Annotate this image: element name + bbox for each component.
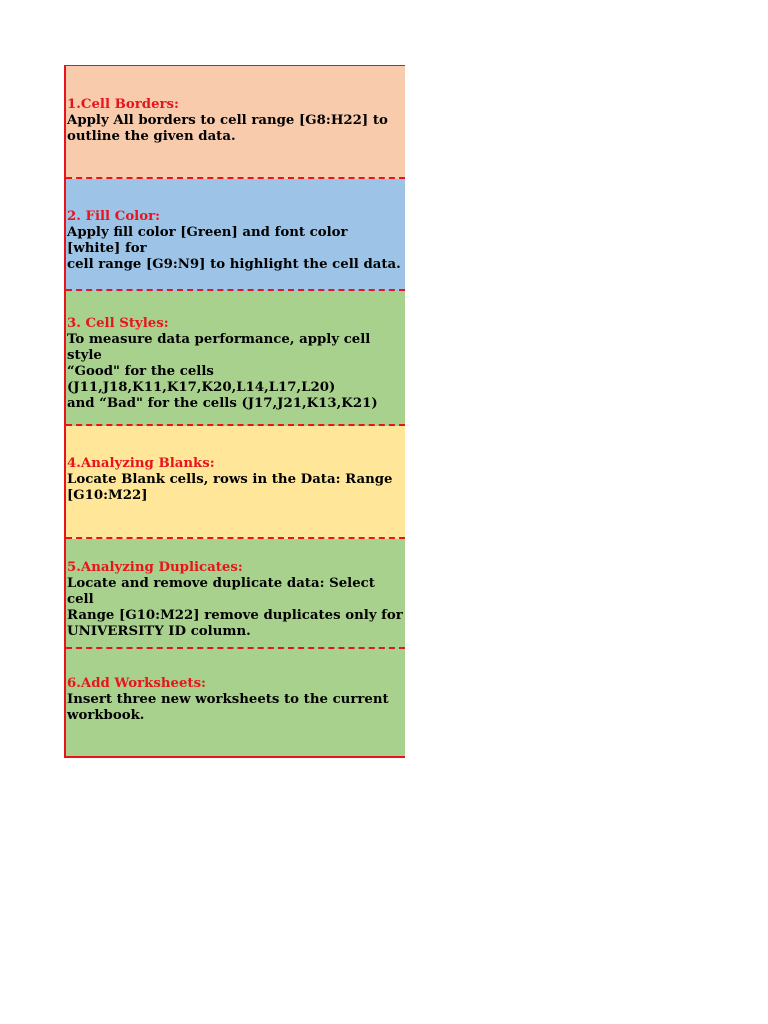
task-title: 1.Cell Borders: — [67, 97, 179, 112]
task-title: 3. Cell Styles: — [67, 316, 169, 331]
task-description: Apply fill color [Green] and font color [white] for cell range [G9:N9] to highlight the cell data. — [67, 225, 401, 272]
task-description: Locate Blank cells, rows in the Data: Range [G10:M22] — [67, 472, 393, 503]
task-title: 6.Add Worksheets: — [67, 676, 206, 691]
task-description: To measure data performance, apply cell style “Good" for the cells (J11,J18,K11,K17,K20,L14,L17,L20) and “Bad" for the cells (J17,J21,K13,K21) — [67, 332, 378, 411]
task-add-worksheets — [66, 649, 405, 756]
task-description: Apply All borders to cell range [G8:H22] to outline the given data. — [67, 113, 388, 144]
task-title: 2. Fill Color: — [67, 209, 161, 224]
task-cell-borders — [66, 66, 405, 179]
task-title: 5.Analyzing Duplicates: — [67, 560, 243, 575]
task-analyzing-duplicates — [66, 539, 405, 649]
task-fill-color — [66, 179, 405, 291]
task-description: Locate and remove duplicate data: Select cell Range [G10:M22] remove duplicates only for UNIVERSITY ID column. — [67, 576, 403, 639]
task-analyzing-blanks — [66, 426, 405, 539]
task-title: 4.Analyzing Blanks: — [67, 456, 215, 471]
task-instructions-panel — [64, 65, 405, 758]
task-cell-styles — [66, 291, 405, 426]
task-description: Insert three new worksheets to the current workbook. — [67, 692, 389, 723]
